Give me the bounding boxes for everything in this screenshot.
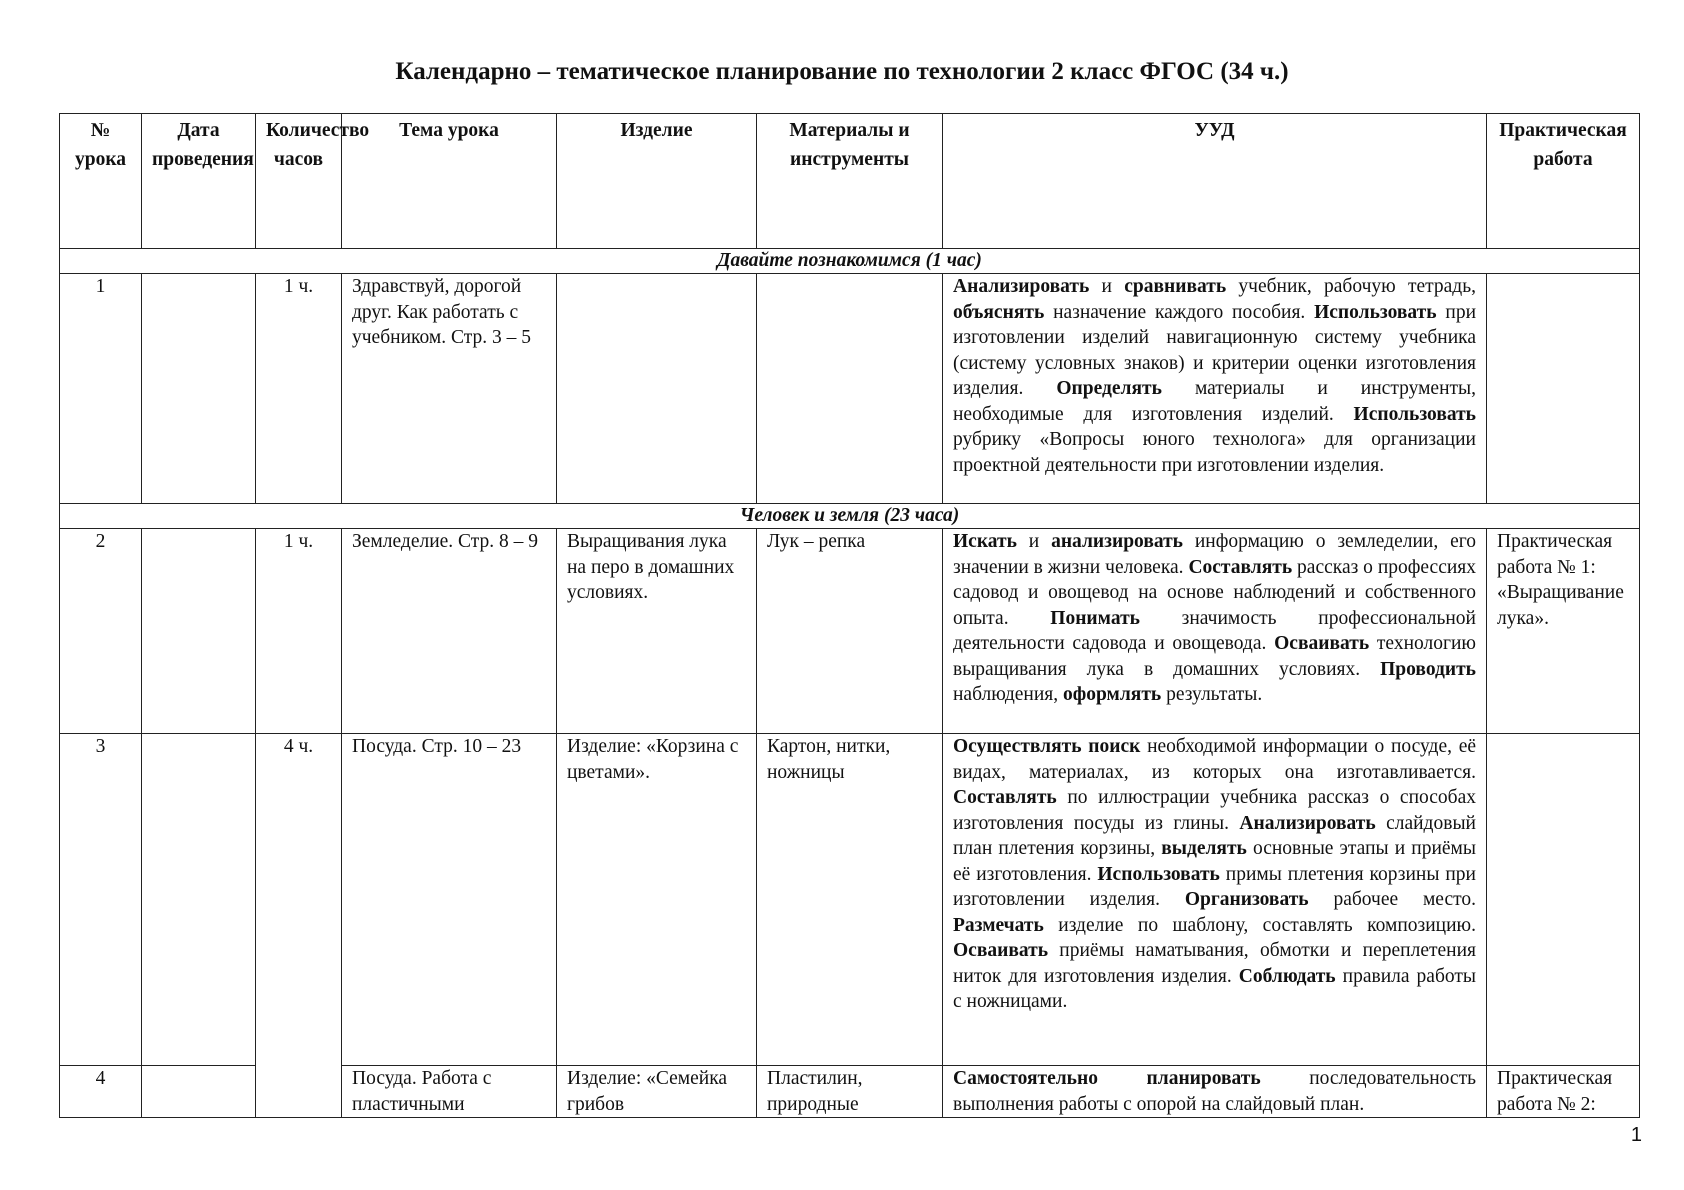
cell-practice <box>1487 274 1640 504</box>
section-title: Человек и земля (23 часа) <box>60 504 1640 529</box>
cell-topic: Посуда. Стр. 10 – 23 <box>342 734 557 1066</box>
cell-materials <box>757 274 943 504</box>
uud-keyword: сравнивать <box>1124 276 1227 297</box>
uud-keyword: Анализировать <box>953 276 1090 297</box>
uud-keyword: Анализировать <box>1239 812 1376 834</box>
uud-text: информацию о земледелии, его значении в жизни человека. <box>953 531 1476 578</box>
cell-practice <box>1487 734 1640 1066</box>
uud-keyword: оформлять <box>1063 684 1162 705</box>
uud-keyword: Составлять <box>953 787 1057 808</box>
cell-num: 3 <box>60 734 142 1066</box>
cell-num: 4 <box>60 1066 142 1118</box>
uud-keyword: Проводить <box>1380 658 1476 680</box>
uud-text: рубрику «Вопросы юного технолога» для организации проектной деятельности при изготовлении изделия. <box>953 429 1476 476</box>
uud-text: технологию выращивания лука в домашних условиях. <box>953 633 1476 680</box>
cell-num: 1 <box>60 274 142 504</box>
cell-date <box>142 734 256 1066</box>
uud-keyword: Соблюдать <box>1238 965 1336 987</box>
cell-uud <box>943 274 1487 504</box>
uud-text: учебник, рабочую тетрадь, <box>1226 276 1476 297</box>
table-row <box>60 529 1640 734</box>
uud-keyword: анализировать <box>1051 531 1183 552</box>
cell-date <box>142 529 256 734</box>
cell-item <box>557 274 757 504</box>
header-item: Изделие <box>557 114 757 249</box>
uud-text: примы плетения корзины при изготовлении изделия. <box>953 863 1476 910</box>
uud-text: правила работы с ножницами. <box>953 965 1476 1012</box>
uud-text: результаты. <box>1161 684 1263 705</box>
table-row <box>60 274 1640 504</box>
uud-keyword: Использовать <box>1314 301 1437 323</box>
uud-keyword: Использовать <box>1097 863 1220 885</box>
cell-materials: Картон, нитки, ножницы <box>757 734 943 1066</box>
page-title: Календарно – тематическое планирование по технологии 2 класс ФГОС (34 ч.) <box>395 58 1289 85</box>
cell-date <box>142 274 256 504</box>
cell-practice: Практическая работа № 2: <box>1487 1066 1640 1118</box>
uud-keyword: Составлять <box>1188 556 1293 578</box>
uud-text: материалы и инструменты, необходимые для изготовления изделий. <box>953 378 1476 425</box>
section-row <box>60 504 1640 529</box>
uud-text: изделие по шаблону, составлять композицию. <box>1043 914 1476 936</box>
cell-hours: 4 ч. <box>256 734 342 1118</box>
uud-keyword: Искать <box>953 531 1017 552</box>
cell-hours: 1 ч. <box>256 529 342 734</box>
cell-date <box>142 1066 256 1118</box>
uud-keyword: Организовать <box>1184 889 1309 910</box>
cell-item: Изделие: «Семейка грибов <box>557 1066 757 1118</box>
cell-item: Выращивания лука на перо в домашних условиях. <box>557 529 757 734</box>
uud-text: наблюдения, <box>953 684 1064 705</box>
page-number: 1 <box>1630 1124 1642 1146</box>
uud-text: по иллюстрации учебника рассказ о способах изготовления посуды из глины. <box>953 787 1476 834</box>
uud-keyword: Осваивать <box>1274 633 1370 654</box>
uud-text: назначение каждого пособия. <box>1044 301 1315 323</box>
header-hours: Количество часов <box>256 114 342 249</box>
uud-keyword: выделять <box>1161 838 1247 859</box>
cell-materials: Лук – репка <box>757 529 943 734</box>
header-num: № урока <box>60 114 142 249</box>
header-topic: Тема урока <box>342 114 557 249</box>
cell-num: 2 <box>60 529 142 734</box>
cell-practice: Практическая работа № 1: «Выращивание лука». <box>1487 529 1640 734</box>
cell-item: Изделие: «Корзина с цветами». <box>557 734 757 1066</box>
cell-uud <box>943 734 1487 1066</box>
cell-topic: Здравствуй, дорогой друг. Как работать с учебником. Стр. 3 – 5 <box>342 274 557 504</box>
uud-text: при изготовлении изделий навигационную систему учебника (систему условных знаков) и критерии оценки изготовления изделия. <box>953 301 1477 399</box>
uud-keyword: Осуществлять поиск <box>953 736 1141 757</box>
section-row <box>60 249 1640 274</box>
uud-text: рабочее место. <box>1308 889 1476 910</box>
cell-uud <box>943 1066 1487 1118</box>
uud-text: основные этапы и приёмы её изготовления. <box>953 838 1476 885</box>
header-uud: УУД <box>943 114 1487 249</box>
uud-text: рассказ о профессиях садовод и овощевод на основе наблюдений и собственного опыта. <box>953 556 1476 629</box>
planning-table <box>59 113 1640 1118</box>
uud-text: значимость профессиональной деятельности садовода и овощевода. <box>953 607 1476 654</box>
uud-keyword: объяснять <box>953 301 1045 323</box>
uud-keyword: Размечать <box>953 914 1044 936</box>
section-title: Давайте познакомимся (1 час) <box>60 249 1640 274</box>
cell-topic: Посуда. Работа с пластичными <box>342 1066 557 1118</box>
uud-text: и <box>1089 276 1125 297</box>
uud-keyword: Осваивать <box>953 940 1049 961</box>
uud-text: слайдовый план плетения корзины, <box>953 812 1476 859</box>
uud-text: необходимой информации о посуде, её видах, материалах, из которых она изготавливается. <box>953 736 1476 783</box>
cell-hours: 1 ч. <box>256 274 342 504</box>
uud-keyword: Самостоятельно планировать <box>953 1068 1261 1089</box>
uud-text: и <box>1016 531 1052 552</box>
uud-keyword: Понимать <box>1050 607 1140 629</box>
header-date: Дата проведения <box>142 114 256 249</box>
header-materials: Материалы и инструменты <box>757 114 943 249</box>
uud-keyword: Определять <box>1056 378 1162 399</box>
uud-text: последовательность выполнения работы с опорой на слайдовый план. <box>953 1068 1476 1115</box>
header-row <box>60 114 1640 249</box>
cell-materials: Пластилин, природные <box>757 1066 943 1118</box>
uud-text: приёмы наматывания, обмотки и переплетения ниток для изготовления изделия. <box>953 940 1476 987</box>
header-practice: Практическая работа <box>1487 114 1640 249</box>
cell-uud <box>943 529 1487 734</box>
cell-topic: Земледелие. Стр. 8 – 9 <box>342 529 557 734</box>
uud-keyword: Использовать <box>1353 403 1476 425</box>
table-row <box>60 734 1640 1066</box>
